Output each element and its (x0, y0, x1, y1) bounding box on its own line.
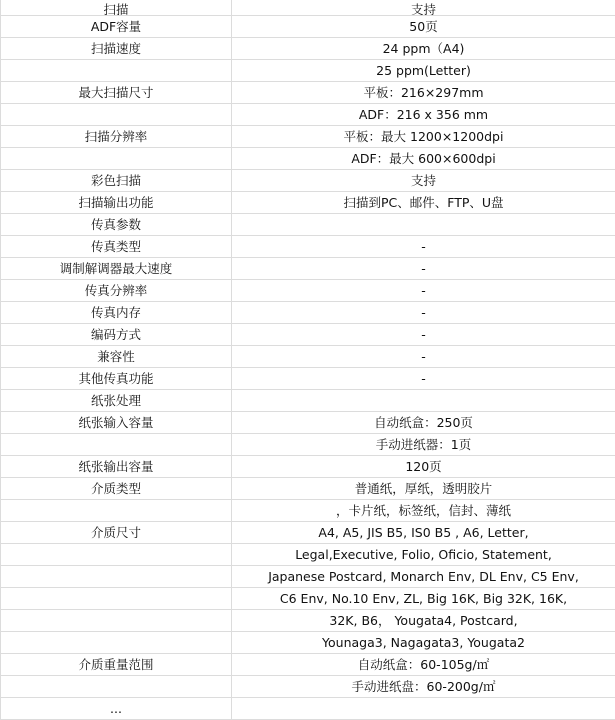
table-row (1, 698, 615, 720)
table-row (1, 148, 615, 170)
table-row (1, 280, 615, 302)
spec-value-cell[interactable] (232, 214, 615, 236)
spec-label-cell[interactable]: 纸张处理 (1, 390, 232, 412)
spec-label-cell[interactable]: 传真分辨率 (1, 280, 232, 302)
spec-value-cell[interactable]: Legal,Executive, Folio, Oficio, Statement, (232, 544, 615, 566)
spec-label-cell[interactable] (1, 588, 232, 610)
spec-value-cell[interactable]: 25 ppm(Letter) (232, 60, 615, 82)
spec-label-cell[interactable]: 介质类型 (1, 478, 232, 500)
table-row (1, 522, 615, 544)
table-row (1, 346, 615, 368)
spec-label-cell[interactable]: ADF容量 (1, 16, 232, 38)
spec-label-cell[interactable]: 扫描输出功能 (1, 192, 232, 214)
table-row (1, 456, 615, 478)
spec-label-cell[interactable]: 编码方式 (1, 324, 232, 346)
spec-label-cell[interactable]: 兼容性 (1, 346, 232, 368)
table-row (1, 258, 615, 280)
spec-value-cell[interactable]: 手动进纸盘：60-200g/㎡ (232, 676, 615, 698)
spec-label-cell[interactable] (1, 104, 232, 126)
table-row (1, 676, 615, 698)
spec-label-cell[interactable]: 调制解调器最大速度 (1, 258, 232, 280)
spec-label-cell[interactable]: 纸张输出容量 (1, 456, 232, 478)
table-row (1, 478, 615, 500)
table-row (1, 434, 615, 456)
spec-label-cell[interactable] (1, 676, 232, 698)
spec-label-cell[interactable] (1, 632, 232, 654)
table-row (1, 566, 615, 588)
spec-value-cell[interactable]: ADF：216 x 356 mm (232, 104, 615, 126)
spec-value-cell[interactable]: - (232, 236, 615, 258)
table-row (1, 38, 615, 60)
spec-label-cell[interactable] (1, 434, 232, 456)
spec-label-cell[interactable]: 传真类型 (1, 236, 232, 258)
spec-label-cell[interactable]: 彩色扫描 (1, 170, 232, 192)
spec-label-cell[interactable] (1, 60, 232, 82)
table-row (1, 654, 615, 676)
spec-label-cell[interactable] (1, 148, 232, 170)
spec-label-cell[interactable] (1, 500, 232, 522)
table-row (1, 632, 615, 654)
spec-value-cell[interactable]: 自动纸盒：250页 (232, 412, 615, 434)
spec-label-cell[interactable]: 其他传真功能 (1, 368, 232, 390)
spec-value-cell[interactable]: 自动纸盒：60-105g/㎡ (232, 654, 615, 676)
spec-label-cell[interactable]: 最大扫描尺寸 (1, 82, 232, 104)
spec-value-cell[interactable]: - (232, 258, 615, 280)
spec-value-cell[interactable]: ，卡片纸，标签纸，信封、薄纸 (232, 500, 615, 522)
table-row (1, 214, 615, 236)
spec-value-cell[interactable] (232, 390, 615, 412)
spec-label-cell[interactable] (1, 610, 232, 632)
table-row (1, 588, 615, 610)
table-row (1, 170, 615, 192)
spec-label-cell[interactable]: 纸张输入容量 (1, 412, 232, 434)
spec-label-cell[interactable]: 扫描速度 (1, 38, 232, 60)
spec-value-cell[interactable]: 32K, B6， Yougata4, Postcard, (232, 610, 615, 632)
table-row (1, 104, 615, 126)
spec-value-cell[interactable]: 支持 (232, 170, 615, 192)
spec-label-cell[interactable]: 扫描分辨率 (1, 126, 232, 148)
table-row (1, 126, 615, 148)
spec-label-cell[interactable]: ... (1, 698, 232, 720)
spec-value-cell[interactable]: - (232, 324, 615, 346)
table-row (1, 16, 615, 38)
spec-value-cell[interactable]: Japanese Postcard, Monarch Env, DL Env, C5 Env, (232, 566, 615, 588)
spec-value-cell[interactable]: - (232, 346, 615, 368)
table-row (1, 610, 615, 632)
spec-label-cell[interactable] (1, 544, 232, 566)
spec-table-body (1, 0, 615, 720)
spec-value-cell[interactable]: 支持 (232, 0, 615, 16)
spec-value-cell[interactable]: - (232, 280, 615, 302)
spec-value-cell[interactable]: Younaga3, Nagagata3, Yougata2 (232, 632, 615, 654)
spec-value-cell[interactable]: 普通纸，厚纸，透明胶片 (232, 478, 615, 500)
spec-value-cell[interactable] (232, 698, 615, 720)
table-row (1, 368, 615, 390)
spec-value-cell[interactable]: ADF：最大 600×600dpi (232, 148, 615, 170)
table-row (1, 390, 615, 412)
spec-value-cell[interactable]: 平板：216×297mm (232, 82, 615, 104)
table-row (1, 82, 615, 104)
table-row (1, 500, 615, 522)
table-row (1, 302, 615, 324)
spec-label-cell[interactable]: 传真内存 (1, 302, 232, 324)
spec-value-cell[interactable]: - (232, 368, 615, 390)
spec-value-cell[interactable]: 120页 (232, 456, 615, 478)
spec-value-cell[interactable]: 扫描到PC、邮件、FTP、U盘 (232, 192, 615, 214)
spec-label-cell[interactable]: 介质重量范围 (1, 654, 232, 676)
table-row (1, 236, 615, 258)
spec-label-cell[interactable]: 扫描 (1, 0, 232, 16)
table-row (1, 412, 615, 434)
spec-value-cell[interactable]: A4, A5, JIS B5, IS0 B5 , A6, Letter, (232, 522, 615, 544)
table-row (1, 60, 615, 82)
table-row (1, 192, 615, 214)
spec-label-cell[interactable]: 介质尺寸 (1, 522, 232, 544)
spec-value-cell[interactable]: C6 Env, No.10 Env, ZL, Big 16K, Big 32K, 16K, (232, 588, 615, 610)
table-row (1, 324, 615, 346)
spec-label-cell[interactable] (1, 566, 232, 588)
spec-value-cell[interactable]: - (232, 302, 615, 324)
table-row (1, 0, 615, 16)
spec-label-cell[interactable]: 传真参数 (1, 214, 232, 236)
spec-value-cell[interactable]: 平板：最大 1200×1200dpi (232, 126, 615, 148)
table-row (1, 544, 615, 566)
spec-value-cell[interactable]: 手动进纸器：1页 (232, 434, 615, 456)
spec-value-cell[interactable]: 24 ppm（A4) (232, 38, 615, 60)
spec-value-cell[interactable]: 50页 (232, 16, 615, 38)
